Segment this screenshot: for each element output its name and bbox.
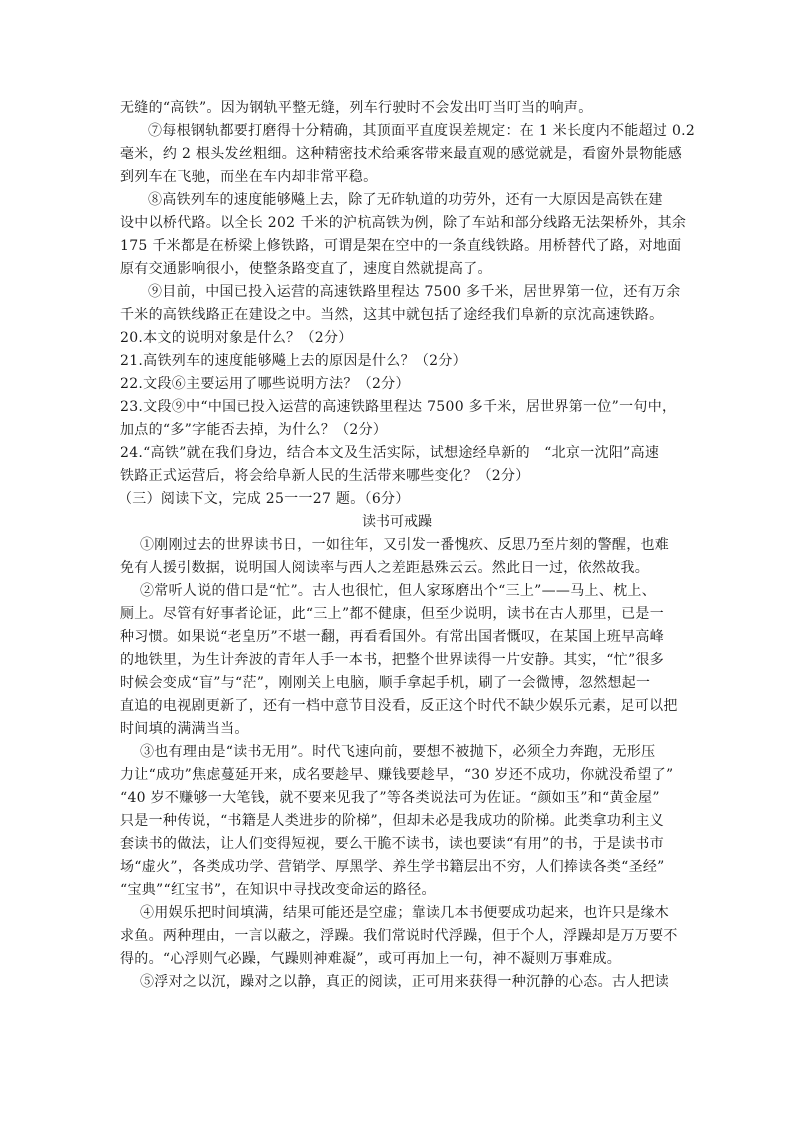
passage-line: 175 千米都是在桥梁上修铁路，可谓是架在空中的一条直线铁路。用桥替代了路，对地面 [120, 238, 682, 254]
article-line: “40 岁不赚够一大笔钱，就不要来见我了”等各类说法可为佐证。“颜如玉”和“黄金屋” [120, 790, 660, 806]
question-24-cont: 铁路正式运营后，将会给阜新人民的生活带来哪些变化？（2分） [120, 468, 530, 484]
passage-line: ⑨目前，中国已投入运营的高速铁路里程达 7500 多千米，居世界第一位，还有万余 [148, 284, 681, 300]
article-line: 时候会变成“盲”与“茫”，刚刚关上电脑，顺手拿起手机，刷了一会微博，忽然想起一 [120, 675, 651, 691]
article-line: ③也有理由是“读书无用”。时代飞速向前，要想不被抛下，必须全力奔跑，无形压 [140, 744, 656, 760]
article-line: 免有人援引数据，说明国人阅读率与西人之差距悬殊云云。然此日一过，依然故我。 [120, 560, 650, 576]
passage-line: 毫米，约 2 根头发丝粗细。这种精密技术给乘客带来最直观的感觉就是，看窗外景物能感 [120, 146, 683, 162]
passage-line: 到列车在飞驰，而坐在车内却非常平稳。 [120, 169, 378, 185]
article-line: 力让“成功”焦虑蔓延开来，成名要趁早、赚钱要趁早，“30 岁还不成功，你就没希望了” [120, 767, 674, 783]
article-title: 读书可戒躁 [362, 514, 432, 530]
article-line: ①刚刚过去的世界读书日，一如往年，又引发一番愧疚、反思乃至片刻的警醒，也难 [140, 537, 670, 553]
question-23: 23.文段⑨中“中国已投入运营的高速铁路里程达 7500 多千米，居世界第一位”一句中， [120, 399, 677, 415]
article-line: ②常听人说的借口是“忙”。古人也很忙，但人家琢磨出个“三上”——马上、枕上、 [140, 583, 657, 599]
passage-line: 原有交通影响很小，使整条路变直了，速度自然就提高了。 [120, 261, 492, 277]
section-heading: （三）阅读下文，完成 25一一27 题。（6分） [118, 491, 410, 507]
article-line: 的地铁里，为生计奔波的青年人手一本书，把整个世界读得一片安静。其实，“忙”很多 [120, 652, 665, 668]
article-line: 求鱼。两种理由，一言以蔽之，浮躁。我们常说时代浮躁，但于个人，浮躁却是万万要不 [120, 928, 678, 944]
article-line: 种习惯。如果说“老皇历”不堪一翻，再看看国外。有常出国者慨叹，在某国上班早高峰 [120, 629, 665, 645]
passage-line: ⑧高铁列车的速度能够飚上去，除了无砟轨道的功劳外，还有一大原因是高铁在建 [148, 192, 663, 208]
question-20: 20.本文的说明对象是什么？（2分） [120, 330, 353, 346]
question-21: 21.高铁列车的速度能够飚上去的原因是什么？（2分） [120, 353, 467, 369]
article-line: 直追的电视剧更新了，还有一档中意节目没看，反正这个时代不缺少娱乐元素，足可以把 [120, 698, 678, 714]
article-line: “宝典”“红宝书”，在知识中寻找改变命运的路径。 [120, 882, 436, 898]
article-line: 场“虚火”，各类成功学、营销学、厚黑学、养生学书籍层出不穷，人们捧读各类“圣经” [120, 859, 665, 875]
article-line: 套读书的做法，让人们变得短视，要么干脆不读书，读也要读“有用”的书，于是读书市 [120, 836, 665, 852]
passage-line: 设中以桥代路。以全长 202 千米的沪杭高铁为例，除了车站和部分线路无法架桥外，其余 [120, 215, 687, 231]
passage-line: 千米的高铁线路正在建设之中。当然，这其中就包括了途经我们阜新的京沈高速铁路。 [120, 307, 664, 323]
question-23-cont: 加点的“多”字能否去掉，为什么？（2分） [120, 422, 388, 438]
article-line: 只是一种传说，“书籍是人类进步的阶梯”，但却未必是我成功的阶梯。此类拿功利主义 [120, 813, 665, 829]
passage-line: 无缝的“高铁”。因为钢轨平整无缝，列车行驶时不会发出叮当叮当的响声。 [120, 100, 593, 116]
article-line: ④用娱乐把时间填满，结果可能还是空虚；靠读几本书便要成功起来，也许只是缘木 [140, 905, 670, 921]
passage-line: ⑦每根钢轨都要打磨得十分精确，其顶面平直度误差规定：在 1 米长度内不能超过 0.2 [148, 123, 696, 139]
article-line: 时间填的满满当当。 [120, 721, 249, 737]
article-line: 得的。“心浮则气必躁，气躁则神难凝”，或可再加上一句，神不凝则万事难成。 [120, 951, 622, 967]
question-24: 24.“高铁”就在我们身边，结合本文及生活实际，试想途经阜新的 “北京一沈阳”高速 [120, 445, 660, 461]
article-line: 厕上。尽管有好事者论证，此“三上”都不健康，但至少说明，读书在古人那里，已是一 [120, 606, 665, 622]
article-line: ⑤浮对之以沉，躁对之以静，真正的阅读，正可用来获得一种沉静的心态。古人把读 [140, 974, 670, 990]
question-22: 22.文段⑥主要运用了哪些说明方法？（2分） [120, 376, 410, 392]
